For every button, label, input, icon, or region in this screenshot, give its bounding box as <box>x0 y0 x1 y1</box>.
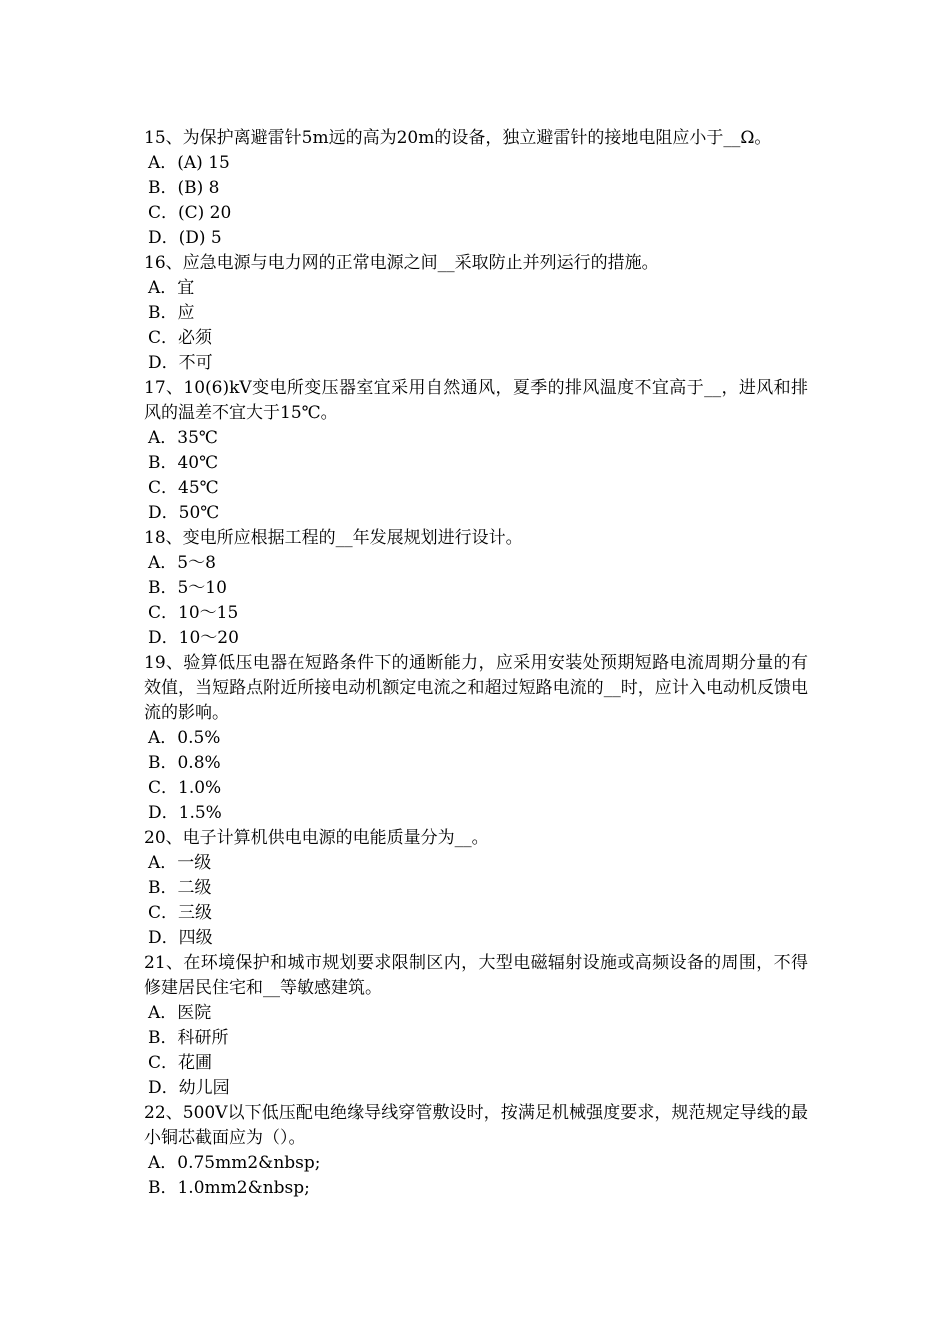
option-b: B．(B) 8 <box>148 178 220 198</box>
option-a: A．一级 <box>148 853 212 873</box>
option-d: D．50℃ <box>148 503 220 523</box>
question-17 <box>144 376 808 526</box>
question-15 <box>144 126 808 251</box>
option-b: B．40℃ <box>148 453 219 473</box>
question-21 <box>144 951 808 1101</box>
option-b: B．5～10 <box>148 578 227 598</box>
option-a: A．0.5% <box>148 728 221 748</box>
option-d: D．(D) 5 <box>148 228 222 248</box>
option-c: C．必须 <box>148 328 213 348</box>
option-c: C．(C) 20 <box>148 203 232 223</box>
question-20 <box>144 826 808 951</box>
option-a: A．宜 <box>148 278 195 298</box>
question-stem: 19、验算低压电器在短路条件下的通断能力，应采用安装处预期短路电流周期分量的有效值，当短路点附近所接电动机额定电流之和超过短路电流的__时，应计入电动机反馈电流的影响。 <box>144 653 808 723</box>
option-a: A．医院 <box>148 1003 212 1023</box>
question-22 <box>144 1101 808 1201</box>
option-b: B．应 <box>148 303 195 323</box>
option-d: D．四级 <box>148 928 213 948</box>
question-stem: 17、10(6)kV变电所变压器室宜采用自然通风，夏季的排风温度不宜高于__，进风和排风的温差不宜大于15℃。 <box>144 378 808 423</box>
option-d: D．10～20 <box>148 628 239 648</box>
question-stem: 21、在环境保护和城市规划要求限制区内，大型电磁辐射设施或高频设备的周围，不得修建居民住宅和__等敏感建筑。 <box>144 953 808 998</box>
option-d: D．幼儿园 <box>148 1078 230 1098</box>
option-a: A．0.75mm2&nbsp; <box>148 1153 321 1173</box>
option-a: A．5～8 <box>148 553 216 573</box>
option-a: A．35℃ <box>148 428 218 448</box>
option-c: C．三级 <box>148 903 213 923</box>
option-a: A．(A) 15 <box>148 153 230 173</box>
question-16 <box>144 251 808 376</box>
option-c: C．45℃ <box>148 478 219 498</box>
option-d: D．不可 <box>148 353 213 373</box>
question-list <box>144 126 808 1201</box>
option-b: B．0.8% <box>148 753 221 773</box>
option-b: B．科研所 <box>148 1028 229 1048</box>
question-stem: 22、500V以下低压配电绝缘导线穿管敷设时，按满足机械强度要求，规范规定导线的最小铜芯截面应为（）。 <box>144 1103 808 1148</box>
question-stem: 18、变电所应根据工程的__年发展规划进行设计。 <box>144 528 523 548</box>
question-stem: 16、应急电源与电力网的正常电源之间__采取防止并列运行的措施。 <box>144 253 659 273</box>
option-b: B．1.0mm2&nbsp; <box>148 1178 310 1198</box>
question-stem: 20、电子计算机供电电源的电能质量分为__。 <box>144 828 489 848</box>
question-stem: 15、为保护离避雷针5m远的高为20m的设备，独立避雷针的接地电阻应小于__Ω。 <box>144 128 772 148</box>
option-b: B．二级 <box>148 878 212 898</box>
option-c: C．10～15 <box>148 603 239 623</box>
option-d: D．1.5% <box>148 803 222 823</box>
question-18 <box>144 526 808 651</box>
question-19 <box>144 651 808 826</box>
option-c: C．1.0% <box>148 778 222 798</box>
option-c: C．花圃 <box>148 1053 213 1073</box>
